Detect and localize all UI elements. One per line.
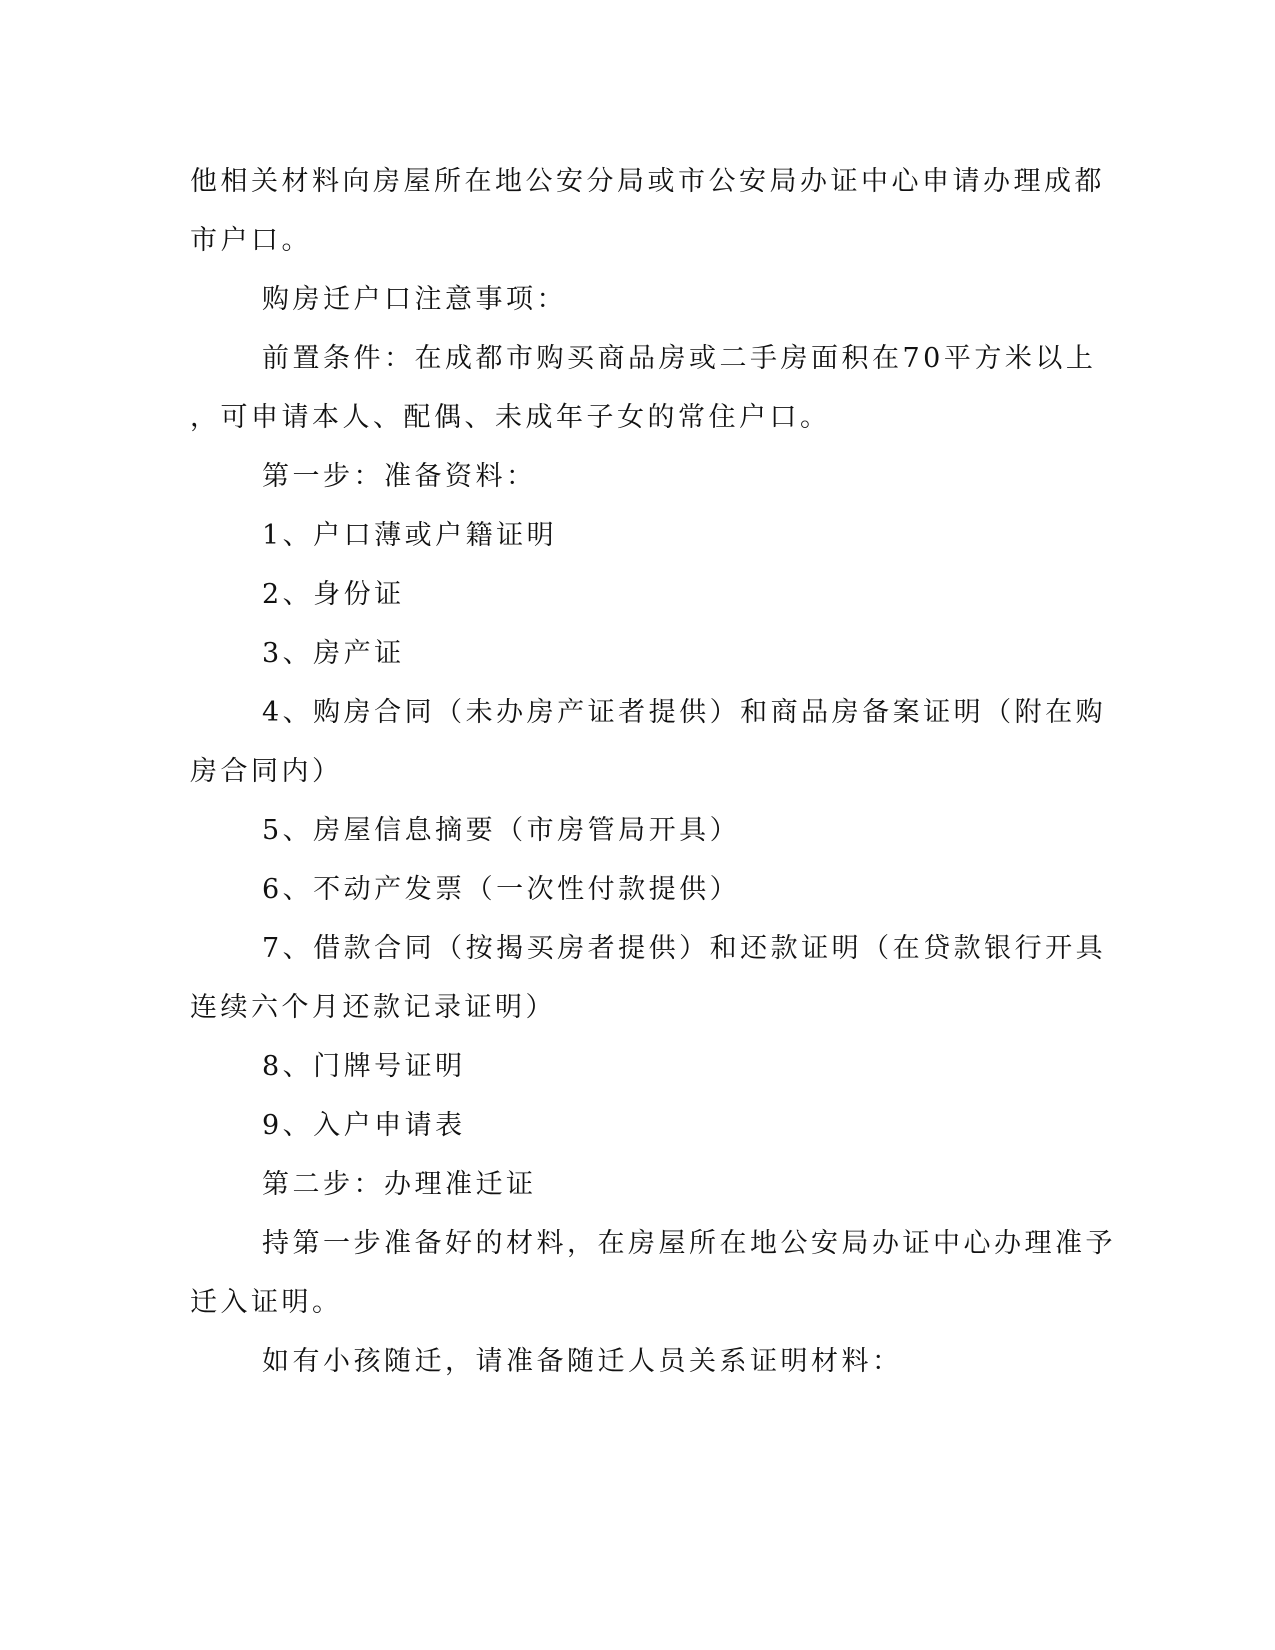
list-item: 2、身份证	[262, 579, 405, 610]
text-line: 连续六个月还款记录证明）	[190, 992, 556, 1023]
text-line: 持第一步准备好的材料，在房屋所在地公安局办证中心办理准予	[262, 1228, 1116, 1259]
text-line: 房合同内）	[190, 756, 343, 787]
text-line: 他相关材料向房屋所在地公安分局或市公安局办证中心申请办理成都	[190, 166, 1105, 197]
text-line: 第二步：办理准迁证	[262, 1169, 537, 1200]
list-item: 5、房屋信息摘要（市房管局开具）	[262, 815, 741, 846]
list-item: 9、入户申请表	[262, 1110, 466, 1141]
list-item: 6、不动产发票（一次性付款提供）	[262, 874, 741, 905]
text-line: ，可申请本人、配偶、未成年子女的常住户口。	[190, 402, 831, 433]
list-item: 4、购房合同（未办房产证者提供）和商品房备案证明（附在购	[262, 697, 1107, 728]
text-line: 市户口。	[190, 225, 312, 256]
list-item: 7、借款合同（按揭买房者提供）和还款证明（在贷款银行开具	[262, 933, 1107, 964]
list-item: 1、户口薄或户籍证明	[262, 520, 558, 551]
text-line: 迁入证明。	[190, 1287, 343, 1318]
list-item: 3、房产证	[262, 638, 405, 669]
list-item: 8、门牌号证明	[262, 1051, 466, 1082]
text-line: 如有小孩随迁，请准备随迁人员关系证明材料：	[262, 1346, 903, 1377]
text-line: 购房迁户口注意事项：	[262, 284, 567, 315]
text-line: 前置条件：在成都市购买商品房或二手房面积在70平方米以上	[262, 343, 1097, 374]
text-line: 第一步：准备资料：	[262, 461, 537, 492]
